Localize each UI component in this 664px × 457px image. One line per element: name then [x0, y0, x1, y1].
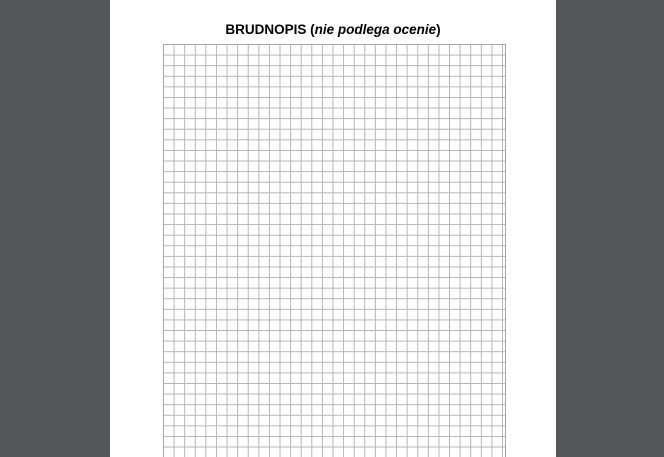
page-title — [110, 22, 556, 37]
page-title-note: nie podlega ocenie — [314, 22, 437, 37]
page-title-open-paren: ( — [306, 22, 315, 37]
page-title-main: BRUDNOPIS — [225, 22, 307, 37]
document-page — [110, 0, 556, 457]
draft-grid — [163, 44, 506, 457]
page-title-close-paren: ) — [436, 22, 441, 37]
